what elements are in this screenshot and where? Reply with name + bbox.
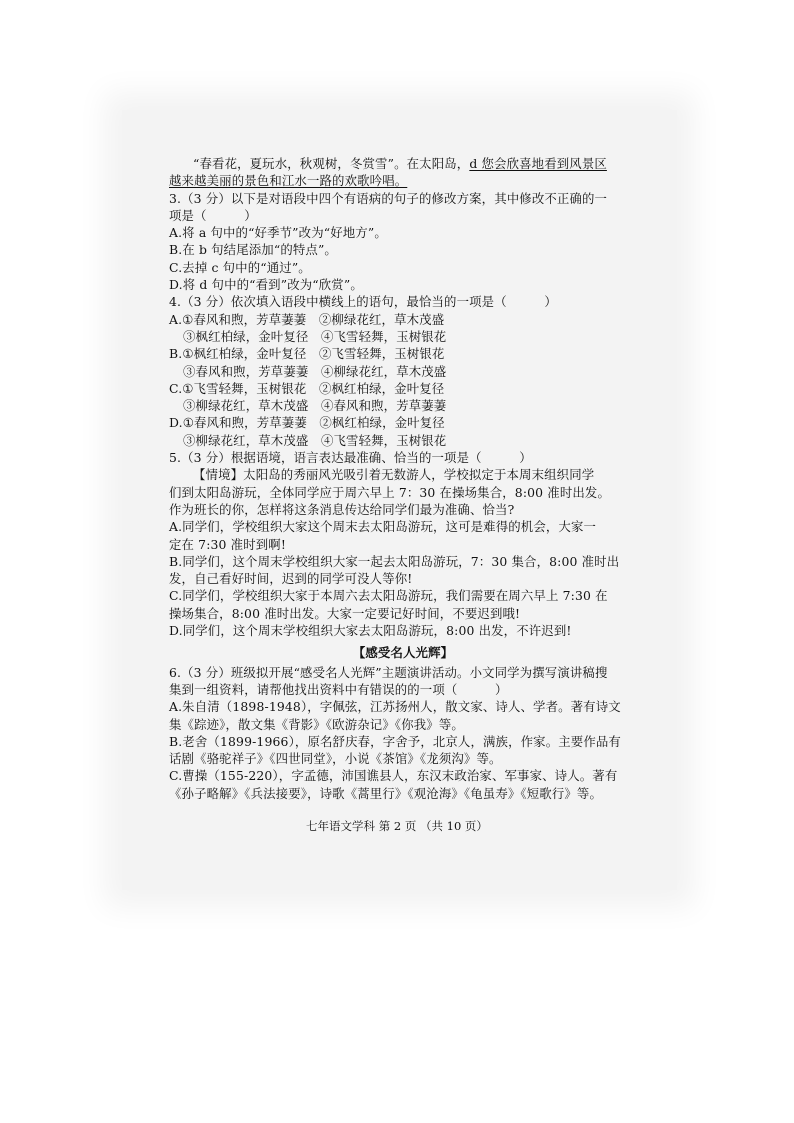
question-3-stem-cont: 项是（ ） bbox=[169, 207, 257, 223]
q5-context: 【情境】太阳岛的秀丽风光吸引着无数游人，学校拟定于本周末组织同学 bbox=[193, 467, 595, 483]
q5-option-c: C.同学们，学校组织大家于本周六去太阳岛游玩，我们需要在周六早上 7:30 在 bbox=[169, 588, 608, 604]
q4-option-d-cont: ③柳绿花红，草木茂盛 ④飞雪轻舞，玉树银花 bbox=[183, 432, 447, 448]
intro-text: “春看花，夏玩水，秋观树，冬赏雪”。在太阳岛， bbox=[193, 156, 470, 171]
q6-option-a-cont: 集《踪迹》，散文集《背影》《欧游杂记》《你我》等。 bbox=[169, 716, 464, 732]
q4-option-b: B.①枫红柏绿，金叶复径 ②飞雪轻舞，玉树银花 bbox=[169, 346, 445, 362]
q4-option-b-cont: ③春风和煦，芳草萋萋 ④柳绿花红，草木茂盛 bbox=[183, 363, 447, 379]
question-6-stem-cont: 集到一组资料，请帮他找出资料中有错误的的一项（ ） bbox=[169, 681, 508, 697]
q6-option-a: A.朱自清（1898-1948），字佩弦，江苏扬州人，散文家、诗人、学者。著有诗文 bbox=[169, 699, 621, 715]
q3-option-a: A.将 a 句中的“好季节”改为“好地方”。 bbox=[169, 225, 387, 241]
q6-option-c: C.曹操（155-220），字孟德，沛国谯县人，东汉末政治家、军事家、诗人。著有 bbox=[169, 768, 618, 784]
exam-page-content bbox=[169, 155, 637, 802]
q4-option-a-cont: ③枫红柏绿，金叶复径 ④飞雪轻舞，玉树银花 bbox=[183, 328, 447, 344]
underlined-sentence-d-cont: 越来越美丽的景色和江水一路的欢歌吟唱。 bbox=[169, 173, 408, 189]
q5-option-d: D.同学们，这个周末学校组织大家去太阳岛游玩，8:00 出发，不许迟到! bbox=[169, 623, 572, 639]
q6-option-b-cont: 话剧《骆驼祥子》《四世同堂》，小说《茶馆》《龙须沟》等。 bbox=[169, 751, 502, 767]
question-5-stem: 5.（3 分）根据语境，语言表达最准确、恰当的一项是（ ） bbox=[169, 450, 532, 466]
q5-option-b-cont: 发，自己看好时间，迟到的同学可没人等你! bbox=[169, 571, 413, 587]
section-title: 【感受名人光辉】 bbox=[352, 645, 454, 661]
q5-context-cont: 们到太阳岛游玩，全体同学应于周六早上 7：30 在操场集合，8:00 准时出发。 bbox=[169, 484, 611, 500]
q3-option-d: D.将 d 句中的“看到”改为“欣赏”。 bbox=[169, 277, 363, 293]
q5-option-c-cont: 操场集合，8:00 准时出发。大家一定要记好时间，不要迟到哦! bbox=[169, 605, 521, 621]
q5-context-question: 作为班长的你，怎样将这条消息传达给同学们最为准确、恰当? bbox=[169, 501, 515, 517]
q3-option-b: B.在 b 句结尾添加“的特点”。 bbox=[169, 242, 337, 258]
q6-option-c-cont: 《孙子略解》《兵法接要》，诗歌《蒿里行》《观沧海》《龟虽寿》《短歌行》等。 bbox=[169, 785, 603, 801]
q4-option-d: D.①春风和煦，芳草萋萋 ②枫红柏绿，金叶复径 bbox=[169, 415, 445, 431]
q4-option-c-cont: ③柳绿花红，草木茂盛 ④春风和煦，芳草萋萋 bbox=[183, 398, 447, 414]
question-3-stem: 3.（3 分）以下是对语段中四个有语病的句子的修改方案，其中修改不正确的一 bbox=[169, 190, 608, 206]
q6-option-b: B.老舍（1899-1966），原名舒庆春，字舍予，北京人，满族，作家。主要作品有 bbox=[169, 733, 621, 749]
intro-line-1 bbox=[169, 155, 637, 172]
q4-option-c: C.①飞雪轻舞，玉树银花 ②枫红柏绿，金叶复径 bbox=[169, 380, 445, 396]
underlined-sentence-d: d 您会欣喜地看到风景区 bbox=[469, 156, 607, 171]
question-6-stem: 6.（3 分）班级拟开展“感受名人光辉”主题演讲活动。小文同学为撰写演讲稿搜 bbox=[169, 664, 608, 680]
q3-option-c: C.去掉 c 句中的“通过”。 bbox=[169, 259, 311, 275]
q5-option-b: B.同学们，这个周末学校组织大家一起去太阳岛游玩，7：30 集合，8:00 准时出 bbox=[169, 553, 620, 569]
q4-option-a: A.①春风和煦，芳草萋萋 ②柳绿花红，草木茂盛 bbox=[169, 311, 445, 327]
page-footer: 七年语文学科 第 2 页 （共 10 页） bbox=[306, 819, 488, 833]
q5-option-a: A.同学们，学校组织大家这个周末去太阳岛游玩，这可是难得的机会，大家一 bbox=[169, 519, 597, 535]
question-4-stem: 4.（3 分）依次填入语段中横线上的语句，最恰当的一项是（ ） bbox=[169, 294, 557, 310]
q5-option-a-cont: 定在 7:30 准时到啊! bbox=[169, 536, 286, 552]
